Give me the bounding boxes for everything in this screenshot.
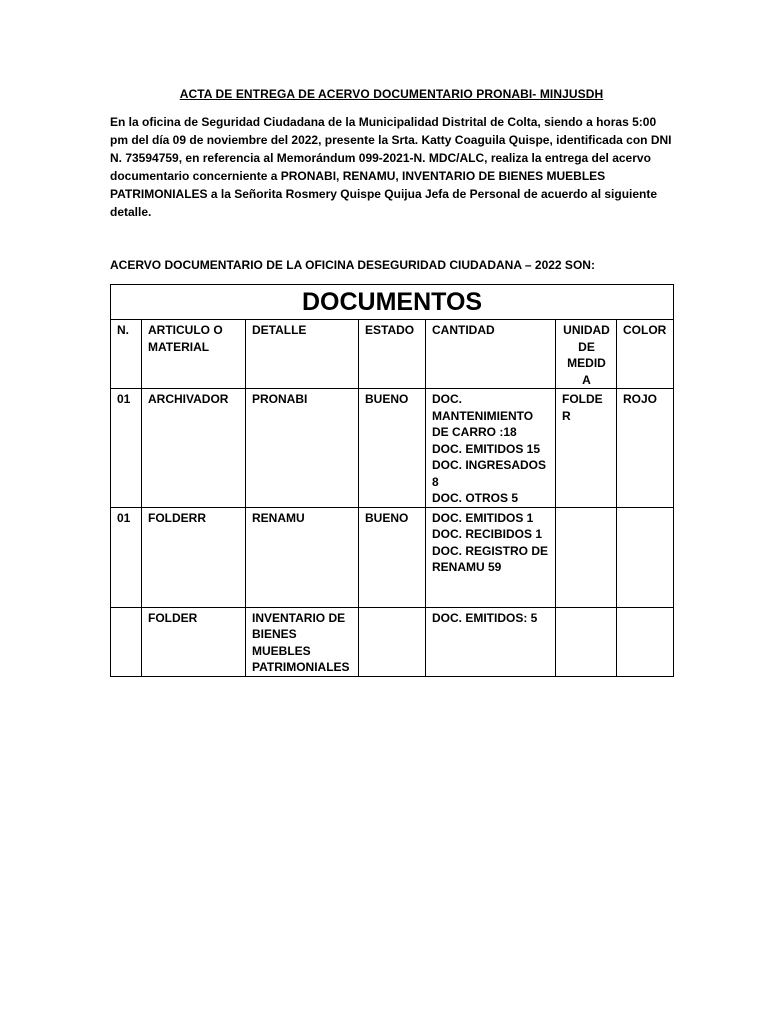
- table-header-row: [111, 320, 674, 389]
- cell-unidad: FOLDER: [556, 389, 617, 508]
- cell-n: 01: [111, 389, 142, 508]
- cell-unidad: [556, 507, 617, 607]
- column-header: N.: [111, 320, 142, 389]
- cantidad-line: DOC. REGISTRO DE RENAMU 59: [432, 543, 549, 574]
- cell-color: [617, 607, 674, 676]
- cantidad-line: DOC. RECIBIDOS 1: [432, 527, 543, 541]
- cell-detalle: PRONABI: [246, 389, 359, 508]
- cell-cantidad: [426, 607, 556, 676]
- column-header: CANTIDAD: [426, 320, 556, 389]
- cell-detalle: INVENTARIO DE BIENES MUEBLES PATRIMONIALES: [246, 607, 359, 676]
- document-title: ACTA DE ENTREGA DE ACERVO DOCUMENTARIO PRONABI- MINJUSDH: [179, 87, 604, 101]
- cell-cantidad: [426, 389, 556, 508]
- column-header: UNIDAD DE MEDID A: [556, 320, 617, 389]
- cell-articulo: FOLDER: [142, 607, 246, 676]
- cantidad-line: DOC. MANTENIMIENTO DE CARRO :18: [432, 392, 534, 439]
- cell-detalle: RENAMU: [246, 507, 359, 607]
- cantidad-line: DOC. EMITIDOS 1: [432, 510, 534, 525]
- cantidad-line: DOC. INGRESADOS 8: [432, 458, 547, 489]
- table-heading: DOCUMENTOS: [111, 285, 674, 320]
- cell-articulo: FOLDERR: [142, 507, 246, 607]
- intro-paragraph: En la oficina de Seguridad Ciudadana de la Municipalidad Distrital de Colta, siendo a horas 5:00 pm del día 09 de noviembre del 2022, presente la Srta. Katty Coaguila Quispe, identificada con DNI N. 73594759, en referencia al Memorándum 099-2021-N. MDC/ALC, realiza la entrega del acervo documentario concerniente a PRONABI, RENAMU, INVENTARIO DE BIENES MUEBLES PATRIMONIALES a la Señorita Rosmery Quispe Quijua Jefa de Personal de acuerdo al siguiente detalle.: [110, 115, 672, 219]
- column-header: ARTICULO O MATERIAL: [142, 320, 246, 389]
- cell-cantidad: [426, 507, 556, 607]
- cell-estado: BUENO: [359, 389, 426, 508]
- column-header: COLOR: [617, 320, 674, 389]
- table-row: [111, 607, 674, 676]
- cell-estado: [359, 607, 426, 676]
- cell-unidad: [556, 607, 617, 676]
- cell-n: 01: [111, 507, 142, 607]
- table-row: [111, 507, 674, 607]
- cantidad-line: DOC. EMITIDOS: 5: [432, 610, 538, 625]
- cantidad-line: DOC. OTROS 5: [432, 491, 519, 505]
- documents-table: [110, 284, 674, 677]
- cantidad-line: DOC. EMITIDOS 15: [432, 441, 541, 456]
- cell-color: [617, 507, 674, 607]
- table-heading-row: [111, 285, 674, 320]
- cell-estado: BUENO: [359, 507, 426, 607]
- cell-articulo: ARCHIVADOR: [142, 389, 246, 508]
- column-header: ESTADO: [359, 320, 426, 389]
- column-header: DETALLE: [246, 320, 359, 389]
- table-row: [111, 389, 674, 508]
- cell-color: ROJO: [617, 389, 674, 508]
- cell-n: [111, 607, 142, 676]
- section-heading: ACERVO DOCUMENTARIO DE LA OFICINA DESEGURIDAD CIUDADANA – 2022 SON:: [110, 258, 595, 272]
